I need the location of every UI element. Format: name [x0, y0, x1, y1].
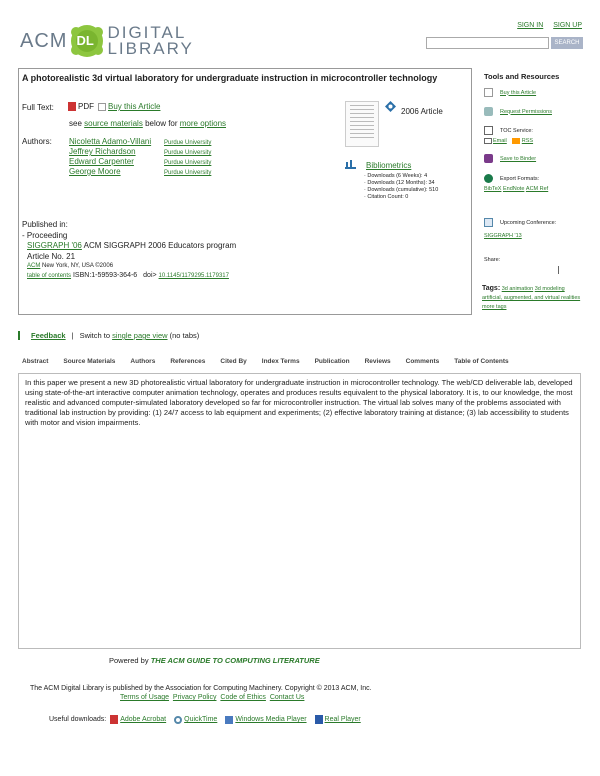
- author-name-link[interactable]: Edward Carpenter: [69, 157, 134, 166]
- quicktime-icon: [174, 716, 182, 724]
- upcoming-label: Upcoming Conference:: [500, 219, 557, 226]
- tab-table-of-contents[interactable]: Table of Contents: [454, 358, 509, 365]
- bibliometrics-icon: [345, 159, 356, 171]
- tab-publication[interactable]: Publication: [314, 358, 350, 365]
- full-text-links: [68, 102, 160, 111]
- email-link[interactable]: Email: [493, 138, 507, 144]
- bibliometric-stat: · Downloads (cumulative): 510: [364, 187, 439, 193]
- logo-line-2: LIBRARY: [107, 39, 194, 58]
- single-page-view-link[interactable]: single page view: [112, 331, 168, 340]
- acm-dl-logo[interactable]: [20, 22, 194, 60]
- full-text-label: Full Text:: [22, 103, 54, 112]
- tab-comments[interactable]: Comments: [405, 358, 440, 365]
- sidebar-buy[interactable]: [484, 88, 536, 97]
- pdf-link[interactable]: PDF: [78, 102, 94, 111]
- author-row: [69, 157, 211, 167]
- source-materials-link[interactable]: source materials: [84, 119, 143, 128]
- author-row: [69, 137, 211, 147]
- bibliometric-stat: · Downloads (6 Weeks): 4: [364, 173, 428, 179]
- search-button[interactable]: SEARCH: [551, 37, 583, 49]
- acm-guide-logo[interactable]: THE ACM GUIDE TO COMPUTING LITERATURE: [150, 656, 320, 665]
- real-player-icon: [315, 715, 323, 724]
- tab-bar: [22, 358, 524, 365]
- feedback-separator: |: [71, 331, 74, 340]
- sidebar-heading: Tools and Resources: [484, 72, 560, 81]
- sidebar-toc-service: [484, 126, 533, 135]
- tab-reviews[interactable]: Reviews: [364, 358, 391, 365]
- pdf-icon[interactable]: [68, 102, 76, 111]
- doi-label: doi>: [143, 272, 157, 279]
- bibliometrics-stats: [364, 173, 438, 201]
- toc-service-icon: [484, 126, 493, 135]
- article-type-icon: [385, 101, 396, 114]
- logo-acm-text: ACM: [20, 29, 68, 52]
- see-text: see: [69, 119, 82, 128]
- sign-up-link[interactable]: SIGN UP: [553, 22, 582, 29]
- acrobat-icon: [110, 715, 118, 724]
- adobe-acrobat-link[interactable]: Adobe Acrobat: [120, 716, 167, 723]
- binder-icon: [484, 154, 493, 163]
- real-player-link[interactable]: Real Player: [324, 716, 361, 723]
- logo-line-1: DIGITAL: [107, 23, 187, 42]
- key-icon: [484, 107, 493, 116]
- article-number: Article No. 21: [27, 252, 76, 261]
- sidebar-request[interactable]: [484, 107, 552, 116]
- logo-dl-badge: [70, 24, 104, 58]
- conference-line: [27, 241, 236, 250]
- toc-service-label: TOC Service:: [500, 127, 533, 134]
- doi-link[interactable]: 10.1145/1179295.1179317: [158, 273, 229, 279]
- share-label: Share:: [484, 257, 501, 263]
- year-type: 2006 Article: [401, 107, 443, 116]
- tab-source-materials[interactable]: Source Materials: [63, 358, 116, 365]
- author-name-link[interactable]: Nicoletta Adamo-Villani: [69, 137, 152, 146]
- author-affiliation-link[interactable]: Purdue University: [164, 160, 212, 166]
- publisher-link[interactable]: ACM: [27, 263, 41, 269]
- isbn: ISBN:1-59593-364-6: [72, 272, 138, 279]
- account-links: [509, 22, 582, 29]
- abstract-text: In this paper we present a new 3D photorealistic virtual laboratory for undergraduate instruction in microcontroller technology. The web/CD deliverable lab, developed using state-of-the-art interactive computer animation technology, operates and produces results equivalent to the physical laboratory. It is, to our knowledge, the most realistic and advanced computer-simulated laboratory developed so far for microcontroller instruction. The virtual lab solves many of the problems associated with traditional lab instruction by providing: (1) 24/7 access to lab equipment and experiments; (2) effective laboratory training at distance; (3) lab accessibility to students with motor and vision impairments.: [25, 378, 573, 427]
- useful-downloads: [49, 715, 361, 724]
- toc-link[interactable]: table of contents: [27, 273, 72, 279]
- powered-by-text: Powered by: [109, 656, 149, 665]
- tag-3d-animation[interactable]: 3d animation: [501, 286, 534, 292]
- rss-link[interactable]: RSS: [521, 138, 534, 144]
- cart-icon: [98, 103, 106, 111]
- email-icon: [484, 138, 492, 144]
- quicktime-link[interactable]: QuickTime: [184, 716, 218, 723]
- feedback-icon: [18, 331, 25, 340]
- export-label: Export Formats:: [500, 175, 540, 182]
- authors-list: [69, 137, 211, 177]
- tab-index-terms[interactable]: Index Terms: [261, 358, 300, 365]
- bibtex-link[interactable]: BibTeX: [484, 186, 502, 192]
- authors-label: Authors:: [22, 137, 52, 146]
- more-tags-link[interactable]: more tags: [482, 304, 507, 310]
- author-row: [69, 147, 211, 157]
- windows-media-icon: [225, 716, 233, 724]
- acmref-link[interactable]: ACM Ref: [525, 186, 549, 192]
- feedback-link[interactable]: Feedback: [31, 331, 66, 340]
- tags-label: Tags:: [482, 285, 501, 292]
- sidebar-buy-link[interactable]: Buy this Article: [500, 89, 537, 96]
- save-to-binder-link[interactable]: Save to Binder: [500, 155, 537, 162]
- publisher-line: [27, 263, 113, 269]
- sidebar-export: [484, 174, 539, 183]
- calendar-icon: [484, 218, 493, 227]
- proceeding-label: - Proceeding: [22, 231, 68, 240]
- author-affiliation-link[interactable]: Purdue University: [164, 170, 212, 176]
- contact-us-link[interactable]: Contact Us: [269, 694, 305, 701]
- tab-references[interactable]: References: [170, 358, 206, 365]
- sidebar-export-links: [484, 186, 548, 192]
- isbn-doi-line: [27, 272, 229, 279]
- upcoming-conference-link[interactable]: SIGGRAPH '13: [484, 233, 522, 239]
- copyright-text: The ACM Digital Library is published by the Association for Computing Machinery. Copyright © 2013 ACM, Inc.: [30, 685, 372, 692]
- terms-of-usage-link[interactable]: Terms of Usage: [120, 694, 170, 701]
- tab-cited-by[interactable]: Cited By: [220, 358, 247, 365]
- published-in-label: Published in:: [22, 220, 68, 229]
- switch-text: Switch to: [79, 331, 110, 340]
- below-for-text: below for: [145, 119, 178, 128]
- tag-3d-modeling[interactable]: 3d modeling: [534, 286, 565, 292]
- tab-abstract[interactable]: Abstract: [22, 358, 49, 365]
- article-title: A photorealistic 3d virtual laboratory for undergraduate instruction in microcontroller technology: [22, 73, 438, 83]
- bibliometric-stat: · Downloads (12 Months): 34: [364, 180, 435, 186]
- see-materials-line: [69, 119, 226, 128]
- powered-by-line: [109, 656, 320, 665]
- bibliometrics-link[interactable]: Bibliometrics: [366, 161, 412, 170]
- sidebar-save[interactable]: [484, 154, 536, 163]
- search-input[interactable]: [426, 37, 549, 49]
- share-divider: [558, 266, 559, 274]
- bibliometric-stat: · Citation Count: 0: [364, 194, 409, 200]
- author-affiliation-link[interactable]: Purdue University: [164, 150, 212, 156]
- windows-media-player-link[interactable]: Windows Media Player: [235, 716, 307, 723]
- author-affiliation-link[interactable]: Purdue University: [164, 140, 212, 146]
- author-row: [69, 167, 211, 177]
- buy-article-link[interactable]: Buy this Article: [108, 102, 161, 111]
- code-of-ethics-link[interactable]: Code of Ethics: [220, 694, 266, 701]
- export-icon: [484, 174, 493, 183]
- feedback-bar: [18, 331, 199, 340]
- tags-block: [482, 284, 582, 312]
- logo-dl-text: DL: [76, 33, 94, 48]
- downloads-label: Useful downloads:: [49, 716, 107, 723]
- no-tabs-text: (no tabs): [169, 331, 200, 340]
- cart-icon: [484, 88, 493, 97]
- author-name-link[interactable]: George Moore: [69, 167, 121, 176]
- article-thumbnail[interactable]: [345, 101, 379, 147]
- conference-long: ACM SIGGRAPH 2006 Educators program: [83, 241, 237, 250]
- request-permissions-link[interactable]: Request Permissions: [500, 108, 552, 115]
- conference-short-link[interactable]: SIGGRAPH '06: [27, 241, 82, 250]
- endnote-link[interactable]: EndNote: [502, 186, 525, 192]
- tag-virtual-realities[interactable]: artificial, augmented, and virtual realities: [482, 295, 581, 301]
- more-options-link[interactable]: more options: [179, 119, 227, 128]
- logo-wordmark: [107, 25, 193, 57]
- author-name-link[interactable]: Jeffrey Richardson: [69, 147, 136, 156]
- sign-in-link[interactable]: SIGN IN: [517, 22, 544, 29]
- privacy-policy-link[interactable]: Privacy Policy: [172, 694, 217, 701]
- sidebar-toc-links: [484, 138, 533, 144]
- tools-sidebar: [484, 72, 584, 81]
- rss-icon: [512, 138, 520, 144]
- sidebar-upcoming: [484, 218, 556, 227]
- footer-links: [120, 694, 304, 701]
- tab-authors[interactable]: Authors: [130, 358, 156, 365]
- publisher-location: New York, NY, USA ©2006: [42, 263, 114, 269]
